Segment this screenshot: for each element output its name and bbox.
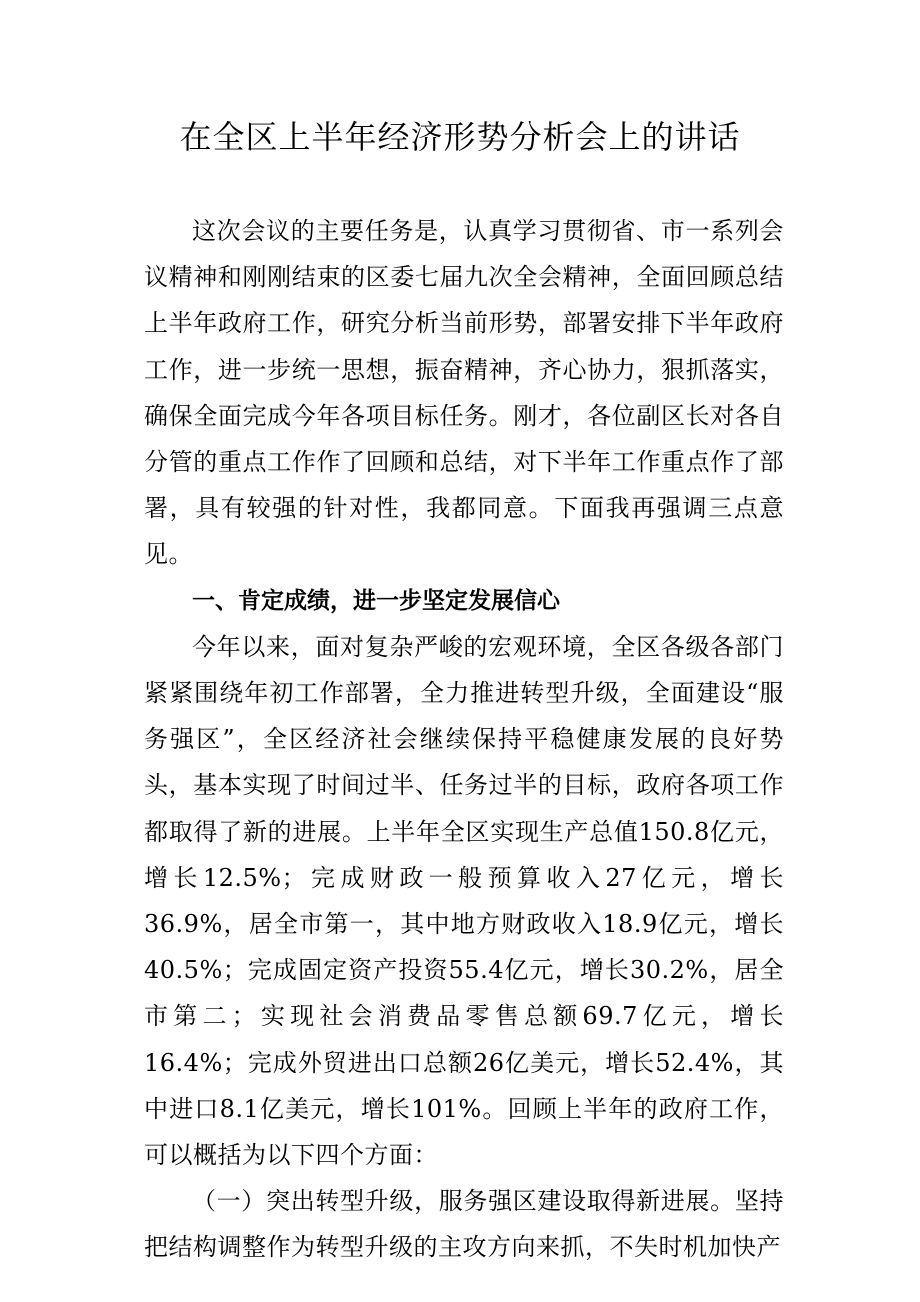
achievements-paragraph: 今年以来，面对复杂严峻的宏观环境，全区各级各部门紧紧围绕年初工作部署，全力推进转型升级，全面建设“服务强区”，全区经济社会继续保持平稳健康发展的良好势头，基本实现了时间过半、任务过半的目标，政府各项工作都取得了新的进展。上半年全区实现生产总值150.8亿元，增长12.5%；完成财政一般预算收入27亿元，增长36.9%，居全市第一，其中地方财政收入18.9亿元，增长40.5%；完成固定资产投资55.4亿元，增长30.2%，居全市第二；实现社会消费品零售总额69.7亿元，增长16.4%；完成外贸进出口总额26亿美元，增长52.4%，其中进口8.1亿美元，增长101%。回顾上半年的政府工作，可以概括为以下四个方面： <box>144 632 784 1170</box>
document-title: 在全区上半年经济形势分析会上的讲话 <box>179 118 741 156</box>
document-body <box>144 208 784 1271</box>
subsection-paragraph-1: （一）突出转型升级，服务强区建设取得新进展。坚持把结构调整作为转型升级的主攻方向来抓，不失时机加快产 <box>144 1187 784 1262</box>
intro-paragraph: 这次会议的主要任务是，认真学习贯彻省、市一系列会议精神和刚刚结束的区委七届九次全会精神，全面回顾总结上半年政府工作，研究分析当前形势，部署安排下半年政府工作，进一步统一思想，振奋精神，齐心协力，狠抓落实，确保全面完成今年各项目标任务。刚才，各位副区长对各自分管的重点工作作了回顾和总结，对下半年工作重点作了部署，具有较强的针对性，我都同意。下面我再强调三点意见。 <box>144 217 784 569</box>
section-heading-1: 一、肯定成绩，进一步坚定发展信心 <box>192 587 560 614</box>
